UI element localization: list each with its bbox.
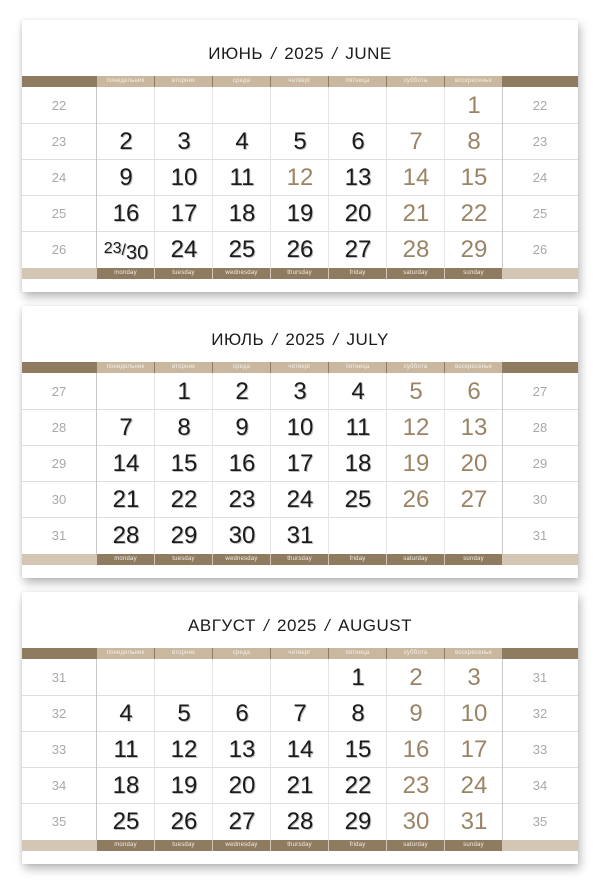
weekday-label-ru: воскресенье — [445, 648, 502, 659]
day-cell: 9 — [409, 700, 423, 727]
day-cell: 18 — [228, 200, 256, 227]
day-cell: 9 — [119, 164, 133, 191]
day-grid — [22, 87, 578, 268]
day-cell: 21 — [112, 486, 140, 513]
day-cell: 13 — [460, 414, 488, 441]
week-number-left: 22 — [51, 98, 67, 113]
day-cell: 27 — [344, 236, 372, 263]
weekday-label-en: sunday — [445, 840, 502, 851]
day-cell: 19 — [170, 772, 198, 799]
day-cell: 1 — [467, 92, 481, 119]
day-cell: 12 — [402, 414, 430, 441]
week-number-right: 31 — [532, 528, 548, 543]
year-label: 2025 — [277, 616, 317, 635]
month-name-ru: ИЮЛЬ — [211, 330, 265, 349]
day-cell: 28 — [286, 808, 314, 835]
week-number-left: 29 — [51, 456, 67, 471]
day-cell: 11 — [345, 414, 371, 441]
month-name-en: JULY — [346, 330, 389, 349]
day-cell: 2 — [409, 664, 423, 691]
day-cell: 28 — [112, 522, 140, 549]
day-cell: 3 — [177, 128, 191, 155]
month-title — [22, 616, 578, 640]
day-cell: 6 — [351, 128, 365, 155]
title-separator: / — [324, 616, 331, 635]
week-number-right: 31 — [532, 670, 548, 685]
day-cell: 10 — [286, 414, 314, 441]
day-cell: 4 — [235, 128, 249, 155]
weekday-label-ru: суббота — [387, 76, 444, 87]
day-cell: 7 — [293, 700, 307, 727]
weekday-label-en: monday — [97, 554, 154, 565]
title-separator: / — [271, 44, 277, 63]
day-cell: 29 — [344, 808, 372, 835]
week-number-right: 22 — [532, 98, 548, 113]
weekday-label-en: thursday — [271, 268, 328, 279]
day-cell: 3 — [467, 664, 481, 691]
day-cell: 20 — [460, 450, 488, 477]
weekday-label-en: thursday — [271, 840, 328, 851]
weekday-label-ru: среда — [213, 76, 270, 87]
row-divider — [22, 123, 578, 124]
day-cell: 18 — [344, 450, 372, 477]
week-number-right: 35 — [532, 814, 548, 829]
day-cell: 17 — [460, 736, 488, 763]
row-divider — [22, 409, 578, 410]
row-divider — [22, 481, 578, 482]
row-divider — [22, 803, 578, 804]
day-cell: 27 — [460, 486, 488, 513]
week-number-right: 29 — [532, 456, 548, 471]
day-cell: 6 — [467, 378, 481, 405]
weekday-label-ru: четверг — [271, 76, 328, 87]
day-cell: 23 — [228, 486, 256, 513]
weekday-label-ru: воскресенье — [445, 76, 502, 87]
day-cell: 6 — [235, 700, 249, 727]
day-cell: 5 — [409, 378, 423, 405]
day-cell-combined — [97, 234, 155, 266]
day-cell: 24 — [286, 486, 314, 513]
weekday-label-en: wednesday — [213, 840, 270, 851]
day-cell: 5 — [177, 700, 191, 727]
weekday-label-en: friday — [329, 554, 386, 565]
day-cell: 23 — [402, 772, 430, 799]
weekday-label-ru: суббота — [387, 362, 444, 373]
row-divider — [22, 767, 578, 768]
day-cell: 7 — [409, 128, 423, 155]
day-cell: 20 — [344, 200, 372, 227]
day-cell: 25 — [228, 236, 256, 263]
week-number-left: 30 — [51, 492, 67, 507]
weekday-label-en: sunday — [445, 554, 502, 565]
day-cell: 27 — [228, 808, 256, 835]
week-number-left: 31 — [51, 670, 67, 685]
day-cell: 12 — [286, 164, 314, 191]
day-cell: 20 — [228, 772, 256, 799]
week-number-left: 23 — [51, 134, 67, 149]
day-number: 23 — [103, 240, 122, 257]
week-number-left: 34 — [51, 778, 67, 793]
day-cell: 13 — [344, 164, 372, 191]
week-number-left: 24 — [51, 170, 67, 185]
week-number-right: 26 — [532, 242, 548, 257]
weekday-label-en: friday — [329, 840, 386, 851]
day-cell: 4 — [351, 378, 365, 405]
month-title — [22, 330, 578, 354]
title-separator: / — [272, 330, 278, 349]
day-number: 30 — [126, 242, 149, 264]
day-cell: 13 — [228, 736, 256, 763]
day-cell: 21 — [402, 200, 430, 227]
day-cell: 5 — [293, 128, 307, 155]
day-cell: 28 — [402, 236, 430, 263]
weekday-label-en: wednesday — [213, 268, 270, 279]
day-cell: 8 — [467, 128, 481, 155]
day-cell: 11 — [229, 164, 255, 191]
week-number-right: 27 — [532, 384, 548, 399]
weekday-label-ru: понедельник — [97, 648, 154, 659]
day-cell: 7 — [119, 414, 133, 441]
day-cell: 17 — [286, 450, 314, 477]
row-divider — [22, 195, 578, 196]
week-number-right: 34 — [532, 778, 548, 793]
week-number-right: 30 — [532, 492, 548, 507]
weekday-label-ru: воскресенье — [445, 362, 502, 373]
week-number-right: 24 — [532, 170, 548, 185]
day-cell: 10 — [170, 164, 198, 191]
weekday-footer-en — [22, 840, 578, 851]
day-cell: 9 — [235, 414, 249, 441]
weekday-label-ru: четверг — [271, 648, 328, 659]
month-name-en: AUGUST — [338, 616, 412, 635]
day-cell: 16 — [402, 736, 430, 763]
row-divider — [22, 517, 578, 518]
weekday-label-en: tuesday — [155, 268, 212, 279]
day-cell: 24 — [170, 236, 198, 263]
day-cell: 22 — [460, 200, 488, 227]
month-panel-july — [22, 306, 578, 578]
year-label: 2025 — [285, 330, 326, 349]
month-panel-june — [22, 20, 578, 292]
week-number-left: 31 — [51, 528, 67, 543]
day-cell: 14 — [112, 450, 140, 477]
day-cell: 22 — [344, 772, 372, 799]
day-cell: 16 — [112, 200, 140, 227]
week-number-left: 28 — [51, 420, 67, 435]
day-cell: 15 — [460, 164, 488, 191]
weekday-label-ru: суббота — [387, 648, 444, 659]
title-separator: / — [333, 330, 339, 349]
weekday-label-en: sunday — [445, 268, 502, 279]
day-cell: 31 — [460, 808, 488, 835]
weekday-label-en: saturday — [387, 554, 444, 565]
weekday-label-ru: среда — [213, 648, 270, 659]
day-cell: 31 — [286, 522, 314, 549]
week-number-right: 25 — [532, 206, 548, 221]
week-number-right: 28 — [532, 420, 548, 435]
week-number-right: 33 — [532, 742, 548, 757]
row-divider — [22, 231, 578, 232]
day-cell: 26 — [402, 486, 430, 513]
day-grid — [22, 373, 578, 554]
weekday-label-ru: вторник — [155, 76, 212, 87]
day-slash: / — [121, 242, 126, 259]
week-number-right: 23 — [532, 134, 548, 149]
day-cell: 3 — [293, 378, 307, 405]
day-cell: 1 — [177, 378, 191, 405]
weekday-label-ru: пятница — [329, 362, 386, 373]
day-cell: 26 — [170, 808, 198, 835]
day-cell: 18 — [112, 772, 140, 799]
row-divider — [22, 695, 578, 696]
weekday-label-en: saturday — [387, 840, 444, 851]
weekday-label-ru: пятница — [329, 76, 386, 87]
week-number-left: 27 — [51, 384, 67, 399]
day-cell: 30 — [228, 522, 256, 549]
day-cell: 30 — [402, 808, 430, 835]
day-cell: 24 — [460, 772, 488, 799]
month-panel-august — [22, 592, 578, 864]
day-cell: 17 — [170, 200, 198, 227]
row-divider — [22, 731, 578, 732]
day-cell: 1 — [351, 664, 365, 691]
day-grid — [22, 659, 578, 840]
day-cell: 15 — [344, 736, 372, 763]
month-name-en: JUNE — [345, 44, 392, 63]
weekday-label-en: wednesday — [213, 554, 270, 565]
weekday-label-en: friday — [329, 268, 386, 279]
day-cell: 11 — [113, 736, 139, 763]
weekday-footer-en — [22, 554, 578, 565]
row-divider — [22, 159, 578, 160]
weekday-label-ru: вторник — [155, 648, 212, 659]
month-name-ru: АВГУСТ — [188, 616, 256, 635]
day-cell: 14 — [402, 164, 430, 191]
week-number-right: 32 — [532, 706, 548, 721]
day-cell: 21 — [286, 772, 314, 799]
day-cell: 19 — [286, 200, 314, 227]
weekday-label-ru: понедельник — [97, 76, 154, 87]
day-cell: 8 — [177, 414, 191, 441]
weekday-footer-en — [22, 268, 578, 279]
weekday-label-en: thursday — [271, 554, 328, 565]
day-cell: 14 — [286, 736, 314, 763]
weekday-label-en: tuesday — [155, 554, 212, 565]
day-cell: 29 — [170, 522, 198, 549]
weekday-header-ru — [22, 648, 578, 659]
weekday-label-en: monday — [97, 840, 154, 851]
day-cell: 4 — [119, 700, 133, 727]
month-title — [22, 44, 578, 68]
day-cell: 19 — [402, 450, 430, 477]
year-label: 2025 — [284, 44, 325, 63]
day-cell: 2 — [119, 128, 133, 155]
day-cell: 29 — [460, 236, 488, 263]
week-number-left: 32 — [51, 706, 67, 721]
day-cell: 16 — [228, 450, 256, 477]
week-number-left: 25 — [51, 206, 67, 221]
weekday-label-en: tuesday — [155, 840, 212, 851]
day-cell: 12 — [170, 736, 198, 763]
month-name-ru: ИЮНЬ — [208, 44, 264, 63]
title-separator: / — [332, 44, 338, 63]
title-separator: / — [263, 616, 270, 635]
day-cell: 22 — [170, 486, 198, 513]
weekday-label-ru: вторник — [155, 362, 212, 373]
weekday-label-ru: понедельник — [97, 362, 154, 373]
weekday-header-ru — [22, 76, 578, 87]
weekday-label-en: saturday — [387, 268, 444, 279]
day-cell: 25 — [344, 486, 372, 513]
day-cell: 25 — [112, 808, 140, 835]
day-cell: 2 — [235, 378, 249, 405]
weekday-label-en: monday — [97, 268, 154, 279]
day-cell: 10 — [460, 700, 488, 727]
week-number-left: 33 — [51, 742, 67, 757]
week-number-left: 26 — [51, 242, 67, 257]
day-cell: 15 — [170, 450, 198, 477]
row-divider — [22, 445, 578, 446]
weekday-label-ru: среда — [213, 362, 270, 373]
weekday-label-ru: пятница — [329, 648, 386, 659]
day-cell: 8 — [351, 700, 365, 727]
weekday-header-ru — [22, 362, 578, 373]
week-number-left: 35 — [51, 814, 67, 829]
weekday-label-ru: четверг — [271, 362, 328, 373]
day-cell: 26 — [286, 236, 314, 263]
